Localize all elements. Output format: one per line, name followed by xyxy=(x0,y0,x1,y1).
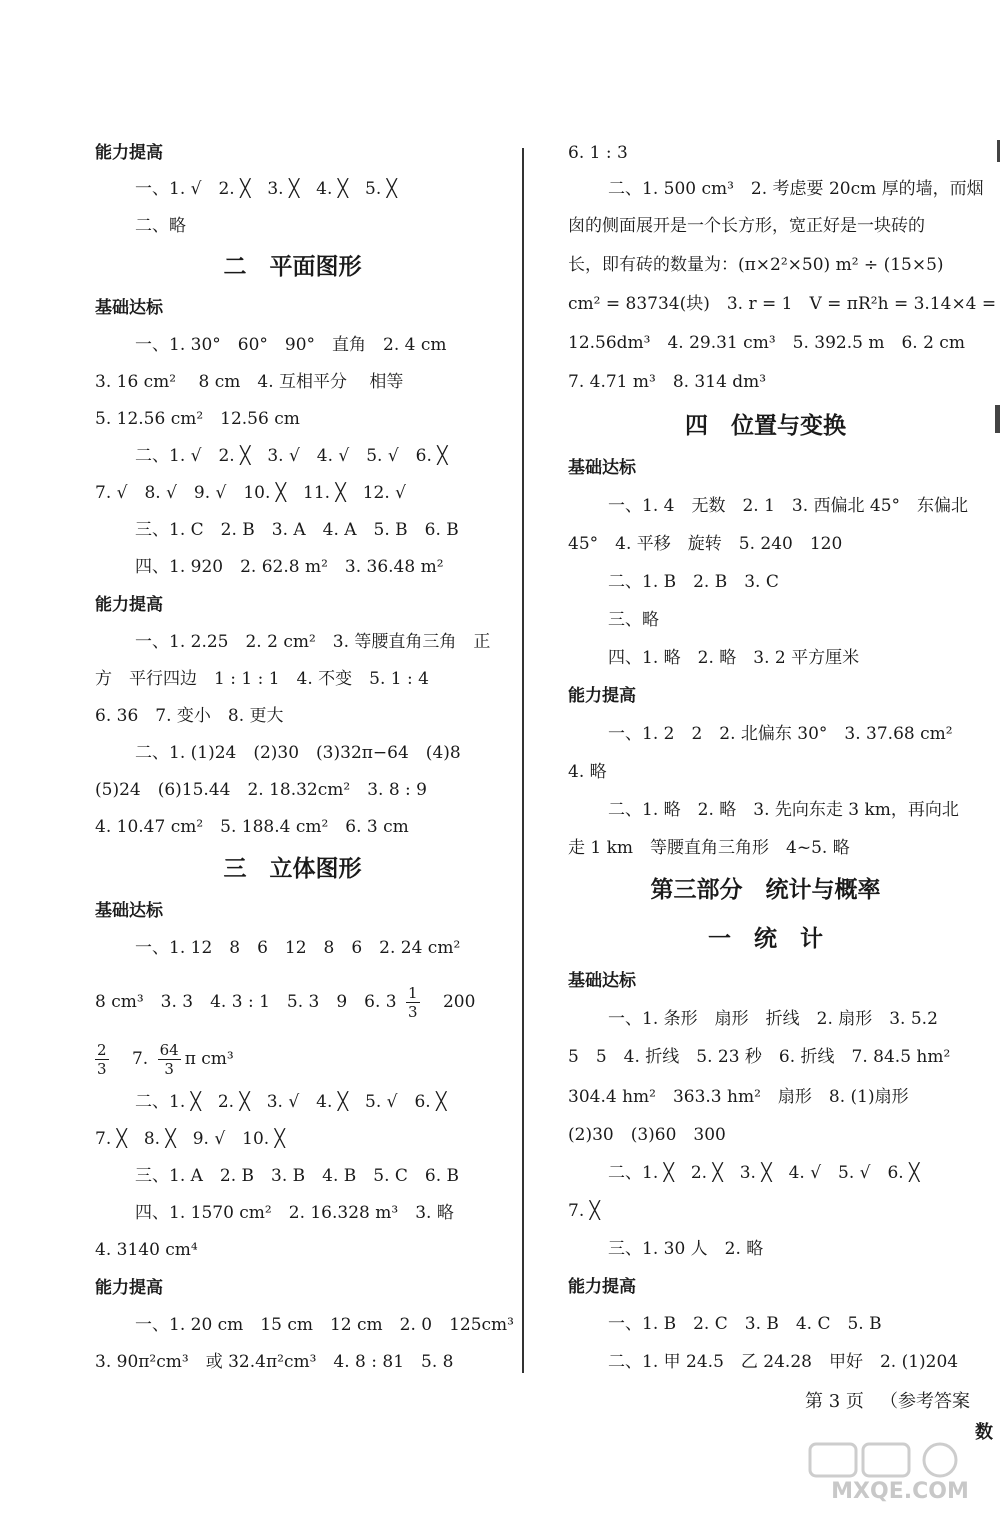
answer-line: 45° 4. 平移 旋转 5. 240 120 xyxy=(568,534,843,554)
section-label: 基础达标 xyxy=(95,901,163,921)
answer-line: 二、1. 500 cm³ 2. 考虑要 20cm 厚的墙，而烟 xyxy=(608,179,984,199)
section-label: 能力提高 xyxy=(568,686,636,706)
answer-line: 7. ╳ xyxy=(568,1201,600,1221)
answer-line: 一、1. 30° 60° 90° 直角 2. 4 cm xyxy=(135,335,447,355)
answer-line: 一、1. 4 无数 2. 1 3. 西偏北 45° 东偏北 xyxy=(608,496,969,516)
answer-line: 4. 10.47 cm² 5. 188.4 cm² 6. 3 cm xyxy=(95,817,409,837)
answer-line-with-fraction xyxy=(95,1041,234,1078)
answer-line: 四、1. 920 2. 62.8 m² 3. 36.48 m² xyxy=(135,557,444,577)
answer-line: 3. 16 cm² 8 cm 4. 互相平分 相等 xyxy=(95,372,404,392)
part-heading: 第三部分 统计与概率 xyxy=(650,877,881,903)
fraction xyxy=(406,984,420,1021)
fraction-numerator: 2 xyxy=(97,1041,107,1059)
answer-line: 方 平行四边 1 : 1 : 1 4. 不变 5. 1 : 4 xyxy=(95,669,429,689)
answer-line: 二、1. (1)24 (2)30 (3)32π−64 (4)8 xyxy=(135,743,461,763)
answer-line: 7. √ 8. √ 9. √ 10. ╳ 11. ╳ 12. √ xyxy=(95,483,406,503)
answer-line: 5 5 4. 折线 5. 23 秒 6. 折线 7. 84.5 hm² xyxy=(568,1047,951,1067)
answer-line: 6. 36 7. 变小 8. 更大 xyxy=(95,706,284,726)
answer-line: 7. ╳ 8. ╳ 9. √ 10. ╳ xyxy=(95,1129,285,1149)
answer-line: 一、1. √ 2. ╳ 3. ╳ 4. ╳ 5. ╳ xyxy=(135,179,397,199)
answer-line: 4. 略 xyxy=(568,762,607,782)
answer-line: 一、1. 2.25 2. 2 cm² 3. 等腰直角三角 正 xyxy=(135,632,491,652)
answer-line: cm² = 83734(块) 3. r = 1 V = πR²h = 3.14×4 = xyxy=(568,294,997,314)
answer-line: 四、1. 1570 cm² 2. 16.328 m³ 3. 略 xyxy=(135,1203,454,1223)
answer-line: 二、1. √ 2. ╳ 3. √ 4. √ 5. √ 6. ╳ xyxy=(135,446,448,466)
watermark-logo xyxy=(805,1440,995,1506)
answer-line: 一、1. 20 cm 15 cm 12 cm 2. 0 125cm³ xyxy=(135,1315,514,1335)
page-edge-mark xyxy=(995,405,1000,433)
fraction xyxy=(158,1041,181,1078)
fraction-numerator: 1 xyxy=(408,984,418,1002)
chapter-heading: 三 立体图形 xyxy=(223,856,362,882)
chapter-heading: 一 统 计 xyxy=(708,926,823,952)
fraction-numerator: 64 xyxy=(159,1041,179,1059)
answer-line: 3. 90π²cm³ 或 32.4π²cm³ 4. 8 : 81 5. 8 xyxy=(95,1352,454,1372)
answer-line: 囱的侧面展开是一个长方形，宽正好是一块砖的 xyxy=(568,216,925,236)
section-label: 能力提高 xyxy=(95,143,163,163)
answer-line: 四、1. 略 2. 略 3. 2 平方厘米 xyxy=(608,648,860,668)
answer-line: 二、1. 甲 24.5 乙 24.28 甲好 2. (1)204 xyxy=(608,1352,959,1372)
answer-line: 长，即有砖的数量为：(π×2²×50) m² ÷ (15×5) xyxy=(568,255,944,275)
answer-line: 304.4 hm² 363.3 hm² 扇形 8. (1)扇形 xyxy=(568,1087,909,1107)
answer-line: 三、1. A 2. B 3. B 4. B 5. C 6. B xyxy=(135,1166,459,1186)
column-divider xyxy=(522,148,524,1373)
fraction-denominator: 3 xyxy=(164,1060,174,1078)
answer-line-with-fraction xyxy=(95,984,476,1021)
answer-line: 一、1. 2 2 2. 北偏东 30° 3. 37.68 cm² xyxy=(608,724,953,744)
answer-line: 三、1. C 2. B 3. A 4. A 5. B 6. B xyxy=(135,520,459,540)
chapter-heading: 二 平面图形 xyxy=(223,254,362,280)
fraction xyxy=(95,1041,109,1078)
answer-text: 200 xyxy=(442,992,476,1012)
answer-line: (5)24 (6)15.44 2. 18.32cm² 3. 8 : 9 xyxy=(95,780,427,800)
section-label: 能力提高 xyxy=(95,1278,163,1298)
answer-line: 7. 4.71 m³ 8. 314 dm³ xyxy=(568,372,767,392)
answer-line: 三、1. 30 人 2. 略 xyxy=(608,1239,764,1259)
answer-line: 6. 1 : 3 xyxy=(568,143,628,163)
answer-line: 12.56dm³ 4. 29.31 cm³ 5. 392.5 m 6. 2 cm xyxy=(568,333,965,353)
answer-line: 4. 3140 cm⁴ xyxy=(95,1240,198,1260)
answer-line: 二、1. 略 2. 略 3. 先向东走 3 km，再向北 xyxy=(608,800,959,820)
section-label: 基础达标 xyxy=(568,458,636,478)
page-number: 第 3 页 xyxy=(805,1391,864,1412)
section-label: 基础达标 xyxy=(95,298,163,318)
answer-line: 一、1. 条形 扇形 折线 2. 扇形 3. 5.2 xyxy=(608,1009,938,1029)
answer-line: (2)30 (3)60 300 xyxy=(568,1125,726,1145)
answer-line: 二、略 xyxy=(135,216,186,236)
answer-line: 一、1. B 2. C 3. B 4. C 5. B xyxy=(608,1314,882,1334)
answer-text: 7. xyxy=(131,1049,149,1069)
answer-line: 一、1. 12 8 6 12 8 6 2. 24 cm² xyxy=(135,938,461,958)
fraction-denominator: 3 xyxy=(408,1003,418,1021)
chapter-heading: 四 位置与变换 xyxy=(685,413,846,439)
answer-text: 8 cm³ 3. 3 4. 3 : 1 5. 3 9 6. 3 xyxy=(95,992,397,1012)
answer-text: π cm³ xyxy=(184,1049,234,1069)
footer-subject: 数 xyxy=(975,1422,993,1443)
answer-line: 二、1. ╳ 2. ╳ 3. √ 4. ╳ 5. √ 6. ╳ xyxy=(135,1092,447,1112)
section-label: 能力提高 xyxy=(568,1277,636,1297)
fraction-denominator: 3 xyxy=(97,1060,107,1078)
answer-line: 走 1 km 等腰直角三角形 4~5. 略 xyxy=(568,838,850,858)
svg-text:MXQE.COM: MXQE.COM xyxy=(831,1479,969,1504)
answer-line: 二、1. B 2. B 3. C xyxy=(608,572,779,592)
section-label: 能力提高 xyxy=(95,595,163,615)
answer-line: 5. 12.56 cm² 12.56 cm xyxy=(95,409,300,429)
answer-line: 三、略 xyxy=(608,610,659,630)
section-label: 基础达标 xyxy=(568,971,636,991)
answer-line: 二、1. ╳ 2. ╳ 3. ╳ 4. √ 5. √ 6. ╳ xyxy=(608,1163,920,1183)
footer-note: （参考答案 xyxy=(880,1391,970,1412)
